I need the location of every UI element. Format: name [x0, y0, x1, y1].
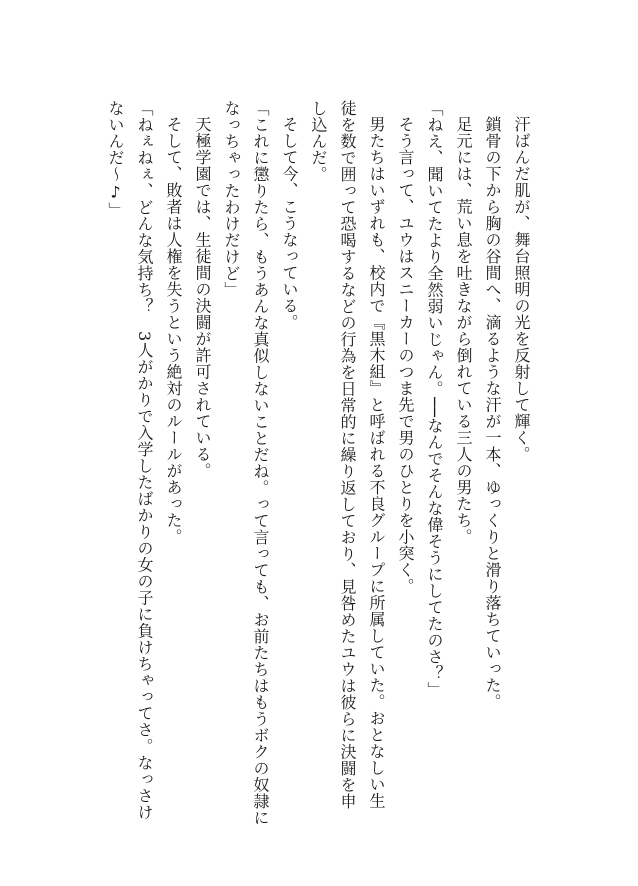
text-line-8: し込んだ。 — [309, 100, 328, 183]
text-line-14: 「ねぇねぇ、どんな気持ち？ 3人がかりで入学したばかりの女の子に負けちゃってさ。なっさけ — [135, 100, 154, 821]
text-line-11: なっちゃったわけだけど」 — [222, 100, 241, 298]
text-line-9: そして今、こうなっている。 — [280, 116, 299, 331]
vertical-text-body — [101, 100, 536, 826]
text-line-2: 鎖骨の下から胸の谷間へ、滴るような汗が一本、ゆっくりと滑り落ちていった。 — [483, 116, 502, 710]
text-line-5: そう言って、ユウはスニーカーのつま先で男のひとりを小突く。 — [396, 116, 415, 595]
text-line-7: 徒を数で囲って恐喝するなどの行為を日常的に繰り返しており、見咎めたユウは彼らに決闘を申 — [338, 100, 357, 810]
text-line-4: 「ねえ、聞いてたより全然弱いじゃん。──なんでそんな偉そうにしてたのさ？」 — [425, 100, 444, 698]
text-line-6: 男たちはいずれも、校内で『黒木組』と呼ばれる不良グループに所属していた。おとなしい生 — [367, 116, 386, 809]
text-line-1: 汗ばんだ肌が、舞台照明の光を反射して輝く。 — [512, 116, 531, 463]
text-line-13: そして、敗者は人権を失うという絶対のルールがあった。 — [164, 116, 183, 545]
text-line-3: 足元には、荒い息を吐きながら倒れている三人の男たち。 — [454, 116, 473, 545]
text-line-10: 「これに懲りたら、もうあんな真似しないことだね。って言っても、お前たちはもうボクの奴隷に — [251, 100, 270, 826]
text-line-12: 天極学園では、生徒間の決闘が許可されている。 — [193, 116, 212, 479]
text-line-15: ないんだ〜♪」 — [106, 100, 125, 219]
